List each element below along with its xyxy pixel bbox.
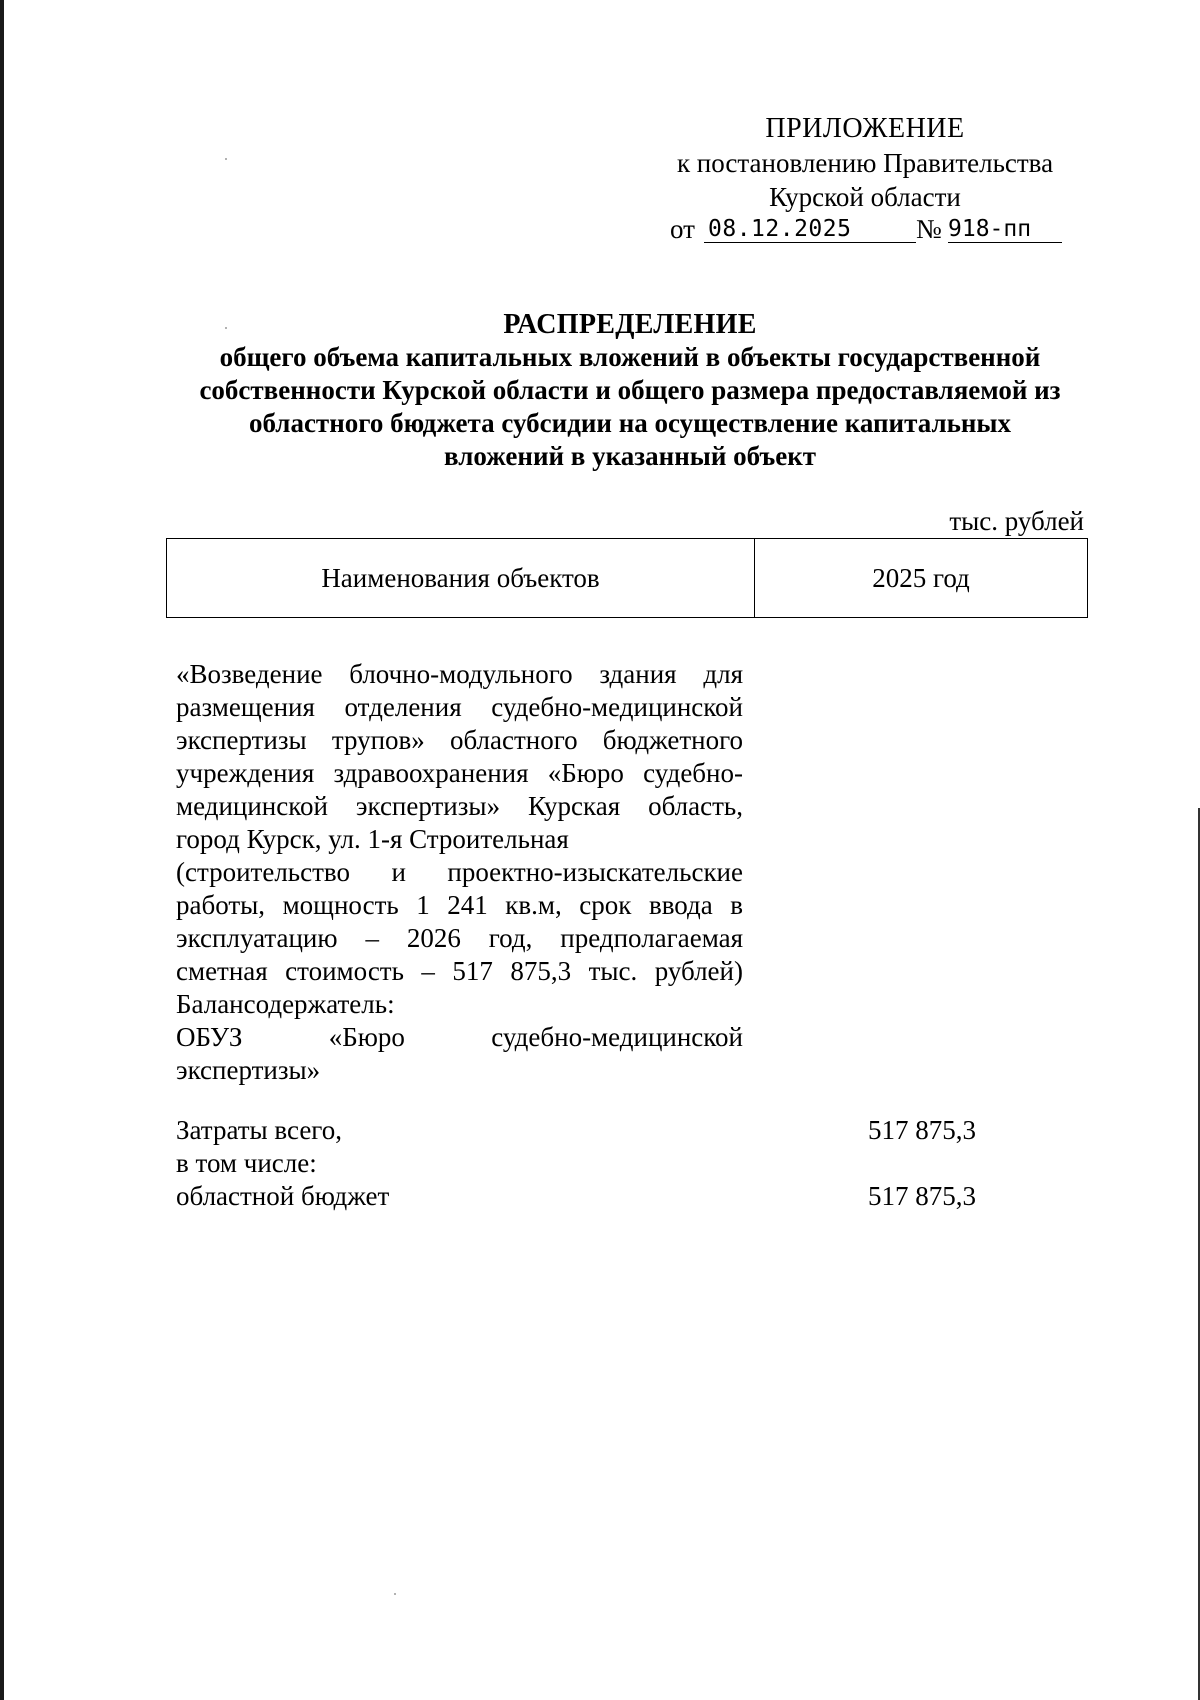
object-description-line: эксплуатацию – 2026 год, предполагаемая xyxy=(176,923,743,953)
object-description-line: город Курск, ул. 1-я Строительная xyxy=(176,824,569,854)
total-cost-label: Затраты всего, xyxy=(176,1115,342,1145)
appendix-title: ПРИЛОЖЕНИЕ xyxy=(765,113,965,144)
object-description xyxy=(176,658,743,1087)
scan-speck xyxy=(394,1593,396,1595)
decree-reference xyxy=(670,212,1070,248)
object-description-line: ОБУЗ «Бюро судебно-медицинской xyxy=(176,1022,743,1052)
total-cost-value: 517 875,3 xyxy=(868,1115,976,1145)
object-description-line: медицинской экспертизы» Курская область, xyxy=(176,791,743,821)
decree-number: 918-пп xyxy=(948,216,1032,242)
appendix-line-2: Курской области xyxy=(769,182,961,212)
scan-left-edge xyxy=(0,0,4,1700)
cost-row-including xyxy=(176,1147,976,1180)
object-description-line: работы, мощность 1 241 кв.м, срок ввода в xyxy=(176,890,743,920)
document-title-main: РАСПРЕДЕЛЕНИЕ xyxy=(503,309,757,340)
object-description-line: «Возведение блочно-модульного здания для xyxy=(176,659,743,689)
object-description-line: (строительство и проектно-изыскательские xyxy=(176,857,743,887)
object-description-line: Балансодержатель: xyxy=(176,989,395,1019)
table-header xyxy=(166,538,1088,618)
cost-row-regional xyxy=(176,1180,976,1213)
document-title-line: собственности Курской области и общего размера предоставляемой из xyxy=(199,375,1061,405)
document-title xyxy=(150,308,1110,473)
object-description-line: размещения отделения судебно-медицинской xyxy=(176,692,743,722)
object-description-line: экспертизы трупов» областного бюджетного xyxy=(176,725,743,755)
appendix-line-1: к постановлению Правительства xyxy=(676,148,1054,178)
object-description-line: сметная стоимость – 517 875,3 тыс. рублей) xyxy=(176,956,743,986)
document-title-line: вложений в указанный объект xyxy=(443,441,817,471)
scan-speck xyxy=(225,158,227,160)
column-header-year: 2025 год xyxy=(872,562,970,593)
column-header-name: Наименования объектов xyxy=(167,539,755,617)
object-description-line: учреждения здравоохранения «Бюро судебно- xyxy=(176,758,743,788)
number-underline xyxy=(948,212,1062,243)
appendix-header xyxy=(640,112,1090,214)
decree-date: 08.12.2025 xyxy=(708,216,852,242)
document-title-line: областного бюджета субсидии на осуществление капитальных xyxy=(248,408,1012,438)
units-label: тыс. рублей xyxy=(949,506,1084,536)
cost-summary xyxy=(176,1114,976,1213)
object-description-line: экспертизы» xyxy=(176,1055,321,1085)
date-prefix: от xyxy=(670,214,695,244)
regional-budget-label: областной бюджет xyxy=(176,1181,390,1211)
number-sign: № xyxy=(916,214,942,244)
cost-row-total xyxy=(176,1114,976,1147)
document-title-line: общего объема капитальных вложений в объекты государственной xyxy=(219,342,1041,372)
regional-budget-value: 517 875,3 xyxy=(868,1181,976,1211)
including-label: в том числе: xyxy=(176,1148,317,1178)
date-underline xyxy=(704,212,916,243)
